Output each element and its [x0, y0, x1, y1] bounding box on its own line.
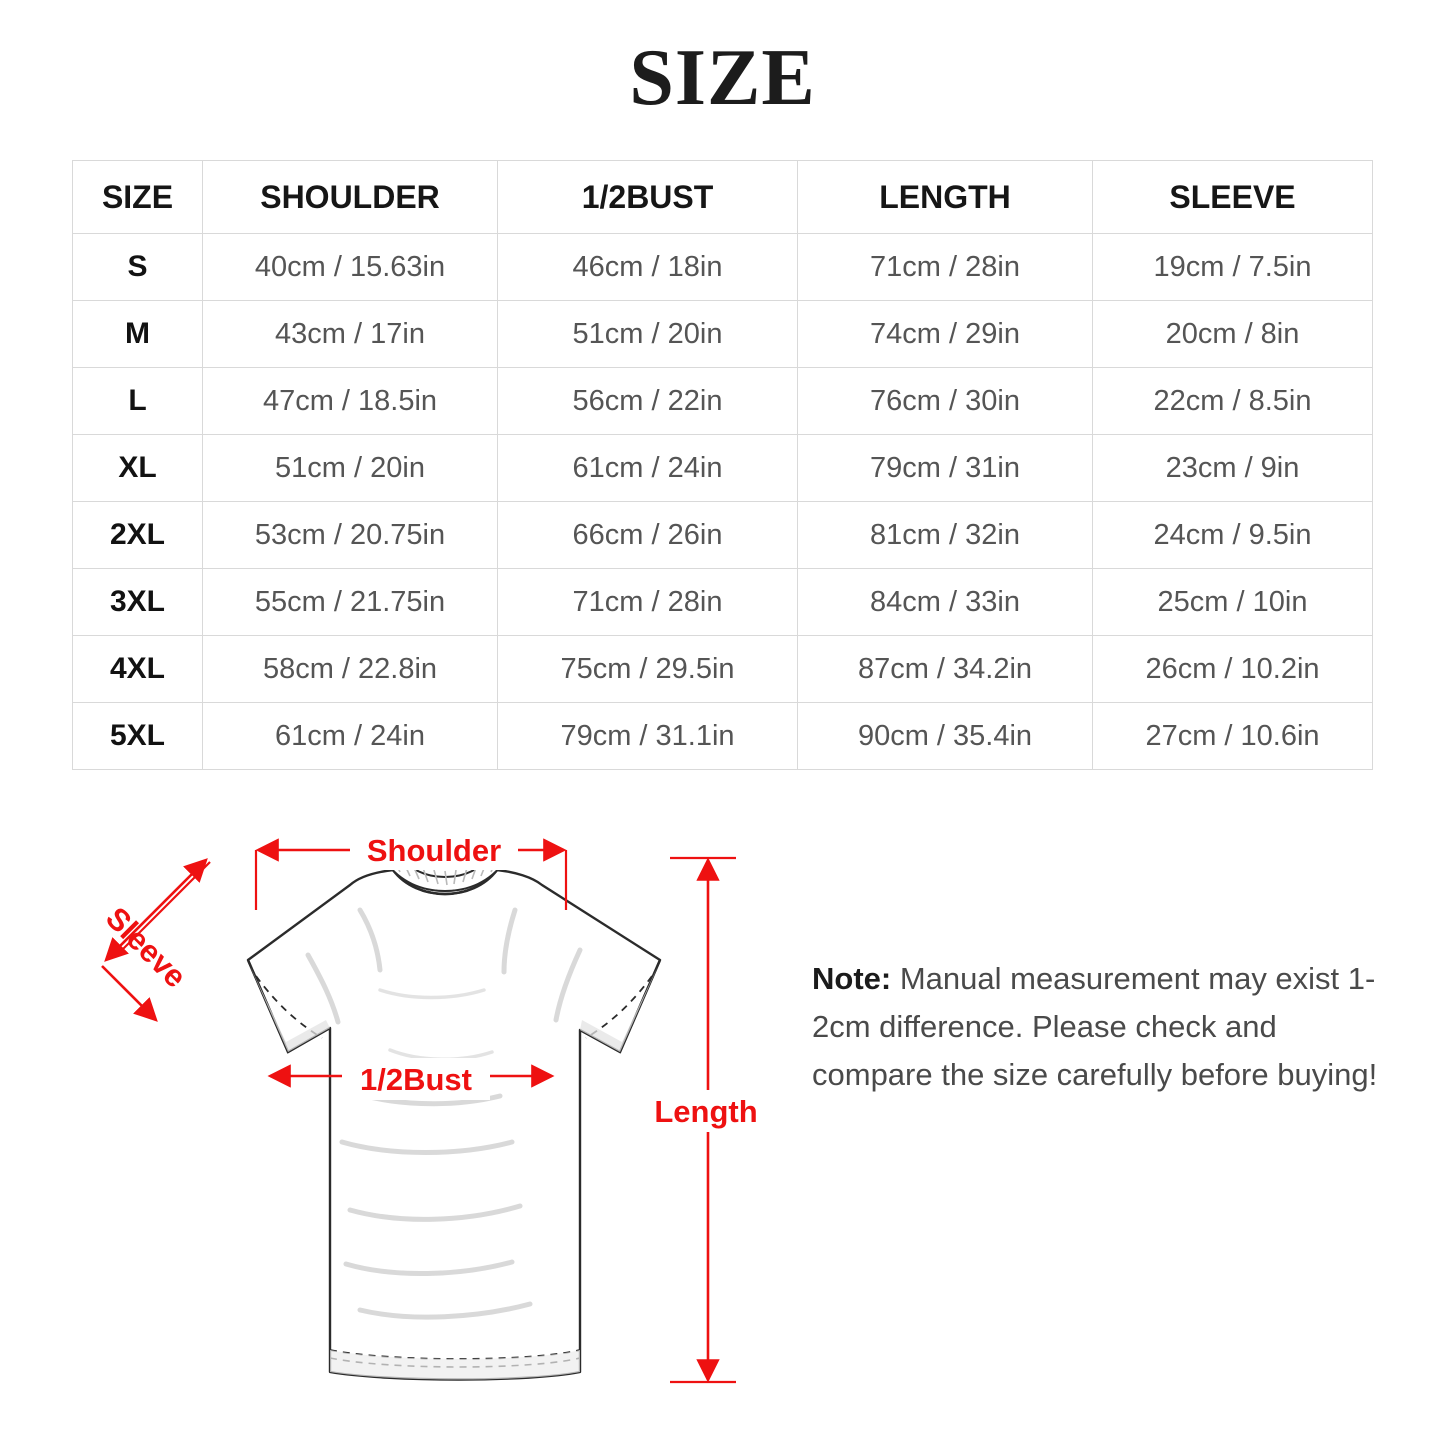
column-header-length: LENGTH: [798, 161, 1093, 234]
cell-sleeve: 19cm / 7.5in: [1093, 234, 1373, 301]
cell-bust: 56cm / 22in: [498, 368, 798, 435]
cell-size: M: [73, 301, 203, 368]
note-label: Note:: [812, 961, 892, 996]
table-row: [73, 502, 1373, 569]
table-header-row: [73, 161, 1373, 234]
label-sleeve: Sleeve: [99, 900, 194, 995]
cell-shoulder: 43cm / 17in: [203, 301, 498, 368]
cell-size: 2XL: [73, 502, 203, 569]
cell-length: 90cm / 35.4in: [798, 703, 1093, 770]
cell-length: 71cm / 28in: [798, 234, 1093, 301]
cell-bust: 61cm / 24in: [498, 435, 798, 502]
length-dimension: [652, 858, 760, 1382]
cell-sleeve: 23cm / 9in: [1093, 435, 1373, 502]
cell-shoulder: 58cm / 22.8in: [203, 636, 498, 703]
cell-sleeve: 20cm / 8in: [1093, 301, 1373, 368]
cell-shoulder: 40cm / 15.63in: [203, 234, 498, 301]
table-row: [73, 234, 1373, 301]
table-row: [73, 569, 1373, 636]
cell-sleeve: 24cm / 9.5in: [1093, 502, 1373, 569]
table-row: [73, 301, 1373, 368]
sleeve-dimension: [99, 860, 210, 1020]
cell-length: 87cm / 34.2in: [798, 636, 1093, 703]
cell-length: 84cm / 33in: [798, 569, 1093, 636]
column-header-shoulder: SHOULDER: [203, 161, 498, 234]
cell-shoulder: 61cm / 24in: [203, 703, 498, 770]
cell-sleeve: 22cm / 8.5in: [1093, 368, 1373, 435]
cell-sleeve: 26cm / 10.2in: [1093, 636, 1373, 703]
cell-size: 4XL: [73, 636, 203, 703]
cell-shoulder: 55cm / 21.75in: [203, 569, 498, 636]
measurement-note: [812, 955, 1392, 1099]
label-bust: 1/2Bust: [360, 1062, 472, 1097]
cell-sleeve: 27cm / 10.6in: [1093, 703, 1373, 770]
cell-bust: 75cm / 29.5in: [498, 636, 798, 703]
table-row: [73, 368, 1373, 435]
page-title: SIZE: [629, 34, 816, 122]
cell-size: 3XL: [73, 569, 203, 636]
size-table: [72, 160, 1373, 770]
label-length: Length: [654, 1094, 758, 1129]
cell-length: 79cm / 31in: [798, 435, 1093, 502]
cell-length: 74cm / 29in: [798, 301, 1093, 368]
cell-bust: 79cm / 31.1in: [498, 703, 798, 770]
cell-size: S: [73, 234, 203, 301]
tshirt-measurement-diagram: [60, 790, 800, 1420]
column-header-sleeve: SLEEVE: [1093, 161, 1373, 234]
cell-bust: 66cm / 26in: [498, 502, 798, 569]
column-header-size: SIZE: [73, 161, 203, 234]
cell-shoulder: 51cm / 20in: [203, 435, 498, 502]
column-header-bust: 1/2BUST: [498, 161, 798, 234]
tshirt-illustration: [248, 854, 660, 1380]
cell-bust: 46cm / 18in: [498, 234, 798, 301]
label-shoulder: Shoulder: [366, 833, 502, 868]
size-table-container: [72, 160, 1372, 770]
cell-bust: 51cm / 20in: [498, 301, 798, 368]
cell-length: 76cm / 30in: [798, 368, 1093, 435]
cell-size: 5XL: [73, 703, 203, 770]
cell-size: XL: [73, 435, 203, 502]
note-text: Manual measurement may exist 1-2cm difference. Please check and compare the size carefully before buying!: [812, 961, 1378, 1093]
cell-sleeve: 25cm / 10in: [1093, 569, 1373, 636]
table-row: [73, 703, 1373, 770]
cell-shoulder: 47cm / 18.5in: [203, 368, 498, 435]
cell-bust: 71cm / 28in: [498, 569, 798, 636]
cell-length: 81cm / 32in: [798, 502, 1093, 569]
table-row: [73, 636, 1373, 703]
cell-shoulder: 53cm / 20.75in: [203, 502, 498, 569]
cell-size: L: [73, 368, 203, 435]
table-row: [73, 435, 1373, 502]
